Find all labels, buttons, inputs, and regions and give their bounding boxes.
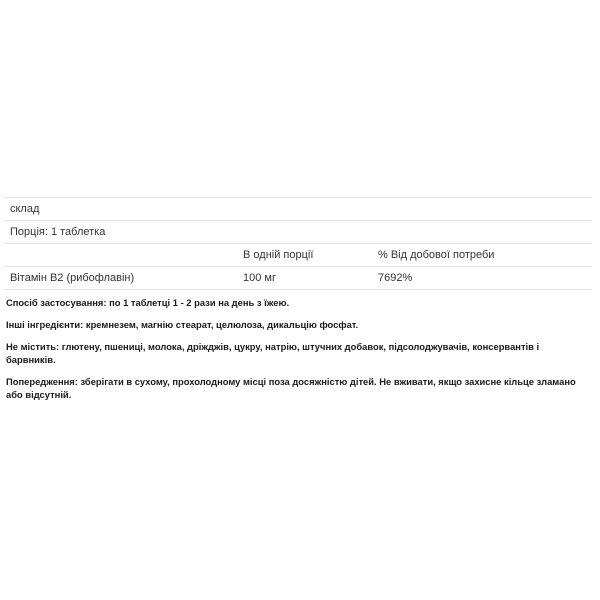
usage-text: Спосіб застосування: по 1 таблетці 1 - 2 рази на день з їжею. bbox=[6, 297, 290, 308]
serving-size: Порція: 1 таблетка bbox=[10, 226, 106, 238]
warning-text: Попередження: зберігати в сухому, прохолодному місці поза досяжністю дітей. Не вживати, якщо захисне кільце зламано або відсутній. bbox=[6, 376, 576, 400]
table-row bbox=[4, 266, 592, 290]
table-title-row bbox=[4, 197, 592, 220]
header-daily-value: % Від добової потреби bbox=[378, 249, 495, 261]
nutrient-name: Вітамін В2 (рибофлавін) bbox=[10, 272, 135, 284]
supplement-facts-table bbox=[4, 197, 592, 290]
free-from-text: Не містить: глютену, пшениці, молока, дріжджів, цукру, натрію, штучних добавок, підсолоджувачів, консервантів і барвників. bbox=[6, 341, 540, 365]
nutrient-amount: 100 мг bbox=[243, 272, 276, 284]
other-ingredients-text: Інші інгредієнти: кремнезем, магнію стеарат, целюлоза, дикальцію фосфат. bbox=[6, 319, 359, 330]
nutrient-daily-value: 7692% bbox=[378, 272, 413, 284]
header-row bbox=[4, 243, 592, 266]
product-notes bbox=[6, 296, 591, 410]
serving-row bbox=[4, 220, 592, 243]
header-per-serving: В одній порції bbox=[243, 249, 314, 261]
table-title: склад bbox=[10, 203, 40, 215]
